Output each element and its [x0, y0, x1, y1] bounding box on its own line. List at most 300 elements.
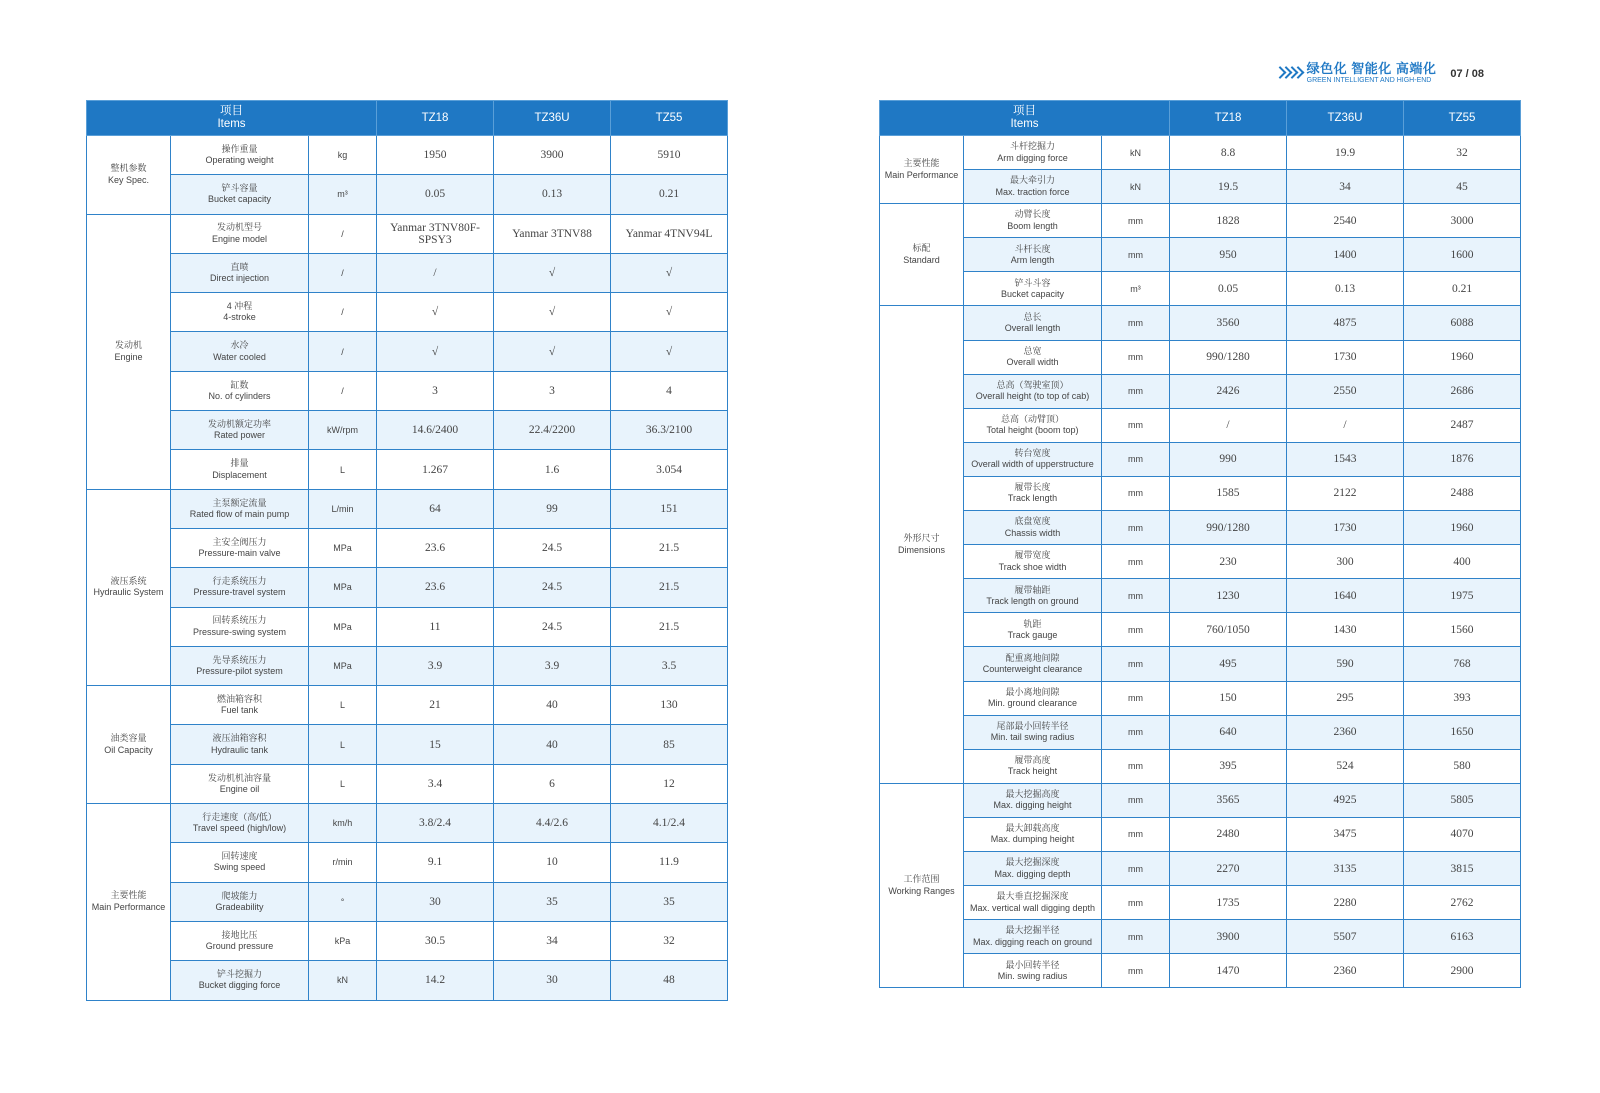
value-cell: 6 [494, 764, 611, 803]
value-cell: Yanmar 4TNV94L [611, 214, 728, 253]
item-cell [171, 214, 309, 253]
value-cell: 1470 [1170, 954, 1287, 988]
value-cell: √ [377, 332, 494, 371]
chevron-arrows-icon [1277, 66, 1301, 80]
item-label-cn: 最小离地间隙 [1005, 686, 1060, 697]
category-label-cn: 工作范围 [903, 873, 940, 884]
unit-cell: MPa [309, 646, 377, 685]
item-cell [171, 961, 309, 1000]
item-label-cn: 铲斗挖掘力 [216, 969, 262, 980]
value-cell: 3 [494, 371, 611, 410]
table-row [880, 647, 1521, 681]
item-label-cn: 最小回转半径 [1005, 959, 1060, 970]
table-row [87, 293, 728, 332]
unit-cell: mm [1102, 511, 1170, 545]
model-header: TZ36U [494, 101, 611, 136]
value-cell: √ [377, 293, 494, 332]
value-cell: 32 [1404, 136, 1521, 170]
value-cell: 30.5 [377, 921, 494, 960]
category-cell [880, 136, 964, 204]
unit-cell: mm [1102, 340, 1170, 374]
value-cell: 40 [494, 725, 611, 764]
value-cell: 760/1050 [1170, 613, 1287, 647]
item-label-cn: 配重离地间隙 [1005, 652, 1060, 663]
category-cell [87, 804, 171, 1000]
table-row [880, 204, 1521, 238]
item-cell [964, 408, 1102, 442]
category-cell [87, 214, 171, 489]
item-label-en: Overall length [1004, 323, 1061, 334]
item-cell [171, 804, 309, 843]
value-cell: 2360 [1287, 715, 1404, 749]
value-cell: 130 [611, 686, 728, 725]
unit-cell: r/min [309, 843, 377, 882]
table-header-row [87, 101, 728, 136]
value-cell: 35 [494, 882, 611, 921]
item-cell [964, 476, 1102, 510]
table-row [87, 568, 728, 607]
item-cell [964, 170, 1102, 204]
table-row [880, 238, 1521, 272]
model-header: TZ18 [377, 101, 494, 136]
value-cell: 950 [1170, 238, 1287, 272]
unit-cell: mm [1102, 442, 1170, 476]
value-cell: √ [611, 332, 728, 371]
table-row [87, 686, 728, 725]
item-label-en: Swing speed [213, 862, 266, 873]
table-header-row [880, 101, 1521, 136]
value-cell: 0.13 [1287, 272, 1404, 306]
table-row [880, 545, 1521, 579]
item-cell [964, 749, 1102, 783]
value-cell: 34 [1287, 170, 1404, 204]
item-label-cn: 直喷 [230, 261, 249, 272]
unit-cell: mm [1102, 408, 1170, 442]
category-label-en: Oil Capacity [104, 744, 153, 755]
item-label-cn: 水冷 [230, 340, 249, 351]
page-number: 07 / 08 [1450, 68, 1484, 80]
item-cell [171, 646, 309, 685]
table-row [87, 843, 728, 882]
item-cell [964, 817, 1102, 851]
value-cell: 2280 [1287, 886, 1404, 920]
value-cell: 1430 [1287, 613, 1404, 647]
table-row [87, 528, 728, 567]
value-cell: 2686 [1404, 374, 1521, 408]
item-cell [964, 920, 1102, 954]
item-label-en: Bucket digging force [198, 980, 281, 991]
table-row [87, 804, 728, 843]
value-cell: Yanmar 3TNV80F-SPSY3 [377, 214, 494, 253]
item-cell [964, 886, 1102, 920]
value-cell: 2487 [1404, 408, 1521, 442]
item-label-cn: 燃油箱容积 [216, 694, 262, 705]
unit-cell: MPa [309, 568, 377, 607]
item-label-en: Operating weight [205, 155, 274, 166]
item-cell [964, 783, 1102, 817]
item-cell [171, 921, 309, 960]
table-row [880, 681, 1521, 715]
unit-cell: m³ [1102, 272, 1170, 306]
value-cell: 230 [1170, 545, 1287, 579]
table-row [880, 136, 1521, 170]
unit-cell: / [309, 371, 377, 410]
value-cell: √ [494, 293, 611, 332]
unit-cell: kN [309, 961, 377, 1000]
item-cell [171, 371, 309, 410]
item-label-en: Track height [1007, 766, 1058, 777]
value-cell: / [377, 253, 494, 292]
table-row [880, 579, 1521, 613]
value-cell: 1735 [1170, 886, 1287, 920]
unit-cell: kW/rpm [309, 411, 377, 450]
value-cell: Yanmar 3TNV88 [494, 214, 611, 253]
item-cell [964, 715, 1102, 749]
item-label-cn: 总宽 [1023, 345, 1042, 356]
item-label-en: Ground pressure [205, 941, 274, 952]
unit-cell: L [309, 686, 377, 725]
value-cell: 3475 [1287, 817, 1404, 851]
value-cell: 14.6/2400 [377, 411, 494, 450]
value-cell: 21.5 [611, 607, 728, 646]
value-cell: 10 [494, 843, 611, 882]
item-cell [964, 340, 1102, 374]
item-cell [964, 545, 1102, 579]
unit-cell: kPa [309, 921, 377, 960]
item-label-cn: 发动机型号 [216, 222, 262, 233]
table-row [880, 374, 1521, 408]
value-cell: 15 [377, 725, 494, 764]
value-cell: 11.9 [611, 843, 728, 882]
unit-cell: mm [1102, 545, 1170, 579]
category-label-en: Dimensions [897, 544, 946, 555]
item-label-cn: 主安全阀压力 [212, 536, 267, 547]
value-cell: 2360 [1287, 954, 1404, 988]
value-cell: 22.4/2200 [494, 411, 611, 450]
value-cell: 590 [1287, 647, 1404, 681]
category-cell [880, 306, 964, 783]
value-cell: 151 [611, 489, 728, 528]
value-cell: 2762 [1404, 886, 1521, 920]
item-label-cn: 最大卸载高度 [1005, 823, 1060, 834]
value-cell: 21.5 [611, 568, 728, 607]
table-row [87, 411, 728, 450]
item-label-cn: 履带宽度 [1014, 550, 1051, 561]
item-cell [964, 374, 1102, 408]
value-cell: 400 [1404, 545, 1521, 579]
category-cell [87, 489, 171, 685]
unit-cell: L/min [309, 489, 377, 528]
item-label-cn: 履带高度 [1014, 754, 1051, 765]
value-cell: 3.9 [377, 646, 494, 685]
item-label-en: Overall width [1006, 357, 1059, 368]
value-cell: 30 [494, 961, 611, 1000]
value-cell: 1.267 [377, 450, 494, 489]
item-cell [171, 450, 309, 489]
item-label-cn: 操作重量 [221, 143, 258, 154]
value-cell: 45 [1404, 170, 1521, 204]
unit-cell: / [309, 253, 377, 292]
item-label-en: Pressure-pilot system [196, 666, 283, 676]
table-row [880, 851, 1521, 885]
value-cell: 11 [377, 607, 494, 646]
items-header-en: Items [217, 118, 246, 130]
item-label-cn: 最大牵引力 [1009, 175, 1055, 186]
item-label-cn: 缸数 [230, 379, 249, 390]
category-label-en: Hydraulic System [93, 587, 164, 598]
item-cell [171, 607, 309, 646]
unit-cell: kg [309, 136, 377, 175]
item-label-en: Engine model [211, 233, 268, 244]
value-cell: 768 [1404, 647, 1521, 681]
unit-cell: mm [1102, 647, 1170, 681]
table-row [880, 783, 1521, 817]
unit-cell: mm [1102, 374, 1170, 408]
model-header: TZ55 [611, 101, 728, 136]
table-row [87, 332, 728, 371]
table-row [87, 921, 728, 960]
item-label-en: Rated power [213, 430, 266, 441]
table-row [87, 489, 728, 528]
table-row [87, 607, 728, 646]
unit-cell: mm [1102, 204, 1170, 238]
item-cell [964, 238, 1102, 272]
value-cell: 1960 [1404, 340, 1521, 374]
item-label-cn: 回转速度 [221, 851, 258, 862]
value-cell: 6163 [1404, 920, 1521, 954]
table-row [87, 961, 728, 1000]
item-cell [171, 725, 309, 764]
item-cell [964, 272, 1102, 306]
unit-cell: MPa [309, 607, 377, 646]
category-label-cn: 主要性能 [110, 890, 147, 901]
value-cell: 3.4 [377, 764, 494, 803]
value-cell: 40 [494, 686, 611, 725]
item-label-cn: 最大挖掘高度 [1005, 789, 1060, 800]
unit-cell: mm [1102, 851, 1170, 885]
value-cell: √ [611, 293, 728, 332]
unit-cell: mm [1102, 238, 1170, 272]
value-cell: 32 [611, 921, 728, 960]
value-cell: 24.5 [494, 607, 611, 646]
category-label-cn: 油类容量 [110, 732, 147, 743]
value-cell: 3900 [494, 136, 611, 175]
item-label-en: Direct injection [209, 273, 270, 284]
table-row [87, 725, 728, 764]
value-cell: 1650 [1404, 715, 1521, 749]
item-cell [964, 442, 1102, 476]
item-label-en: 4-stroke [223, 312, 256, 323]
category-label-cn: 整机参数 [110, 163, 147, 174]
value-cell: 990/1280 [1170, 511, 1287, 545]
unit-cell: mm [1102, 579, 1170, 613]
value-cell: 24.5 [494, 528, 611, 567]
item-cell [171, 136, 309, 175]
item-label-cn: 行走系统压力 [212, 576, 267, 587]
page-header [1277, 62, 1484, 84]
item-label-en: Total height (boom top) [986, 425, 1079, 436]
value-cell: 5910 [611, 136, 728, 175]
value-cell: 580 [1404, 749, 1521, 783]
unit-cell: L [309, 725, 377, 764]
item-cell [171, 764, 309, 803]
item-label-cn: 接地比压 [221, 929, 258, 940]
table-row [880, 954, 1521, 988]
item-cell [171, 411, 309, 450]
item-label-cn: 总高（动臂顶） [1000, 414, 1064, 425]
item-label-en: Max. dumping height [990, 834, 1075, 845]
table-row [880, 715, 1521, 749]
item-label-cn: 履带长度 [1014, 482, 1051, 493]
table-row [880, 408, 1521, 442]
unit-cell: mm [1102, 817, 1170, 851]
value-cell: 524 [1287, 749, 1404, 783]
value-cell: 48 [611, 961, 728, 1000]
item-label-en: Track length [1007, 493, 1058, 504]
model-header: TZ36U [1287, 101, 1404, 136]
value-cell: 4875 [1287, 306, 1404, 340]
item-label-en: Max. digging depth [994, 868, 1071, 879]
value-cell: 1543 [1287, 442, 1404, 476]
item-cell [964, 579, 1102, 613]
items-header [87, 101, 377, 136]
item-label-cn: 主泵额定流量 [212, 497, 267, 508]
unit-cell: mm [1102, 681, 1170, 715]
value-cell: 0.05 [1170, 272, 1287, 306]
value-cell: 21.5 [611, 528, 728, 567]
item-label-cn: 斗杆长度 [1014, 243, 1051, 254]
value-cell: 3.9 [494, 646, 611, 685]
item-label-en: Fuel tank [220, 705, 259, 716]
value-cell: 8.8 [1170, 136, 1287, 170]
category-label-cn: 标配 [912, 243, 931, 254]
category-label-cn: 外形尺寸 [903, 532, 940, 543]
item-label-en: Pressure-main valve [198, 548, 281, 559]
value-cell: 36.3/2100 [611, 411, 728, 450]
value-cell: 2540 [1287, 204, 1404, 238]
value-cell: 4.4/2.6 [494, 804, 611, 843]
item-cell [964, 681, 1102, 715]
item-cell [964, 647, 1102, 681]
category-cell [87, 686, 171, 804]
item-label-cn: 底盘宽度 [1014, 516, 1051, 527]
table-row [880, 886, 1521, 920]
value-cell: 2426 [1170, 374, 1287, 408]
value-cell: 990 [1170, 442, 1287, 476]
right-spec-table [879, 100, 1521, 988]
value-cell: 1876 [1404, 442, 1521, 476]
item-label-cn: 轨距 [1023, 618, 1042, 629]
item-cell [171, 253, 309, 292]
table-row [880, 306, 1521, 340]
item-cell [171, 568, 309, 607]
table-row [87, 175, 728, 214]
item-label-cn: 4 冲程 [226, 301, 253, 312]
value-cell: 3815 [1404, 851, 1521, 885]
category-label-en: Main Performance [884, 169, 959, 180]
item-label-en: Pressure-travel system [193, 587, 286, 598]
value-cell: 1600 [1404, 238, 1521, 272]
item-label-cn: 尾部最小回转半径 [996, 720, 1069, 731]
item-label-cn: 铲斗斗容 [1014, 277, 1051, 288]
value-cell: 23.6 [377, 568, 494, 607]
value-cell: 19.5 [1170, 170, 1287, 204]
item-label-en: Track gauge [1007, 629, 1058, 640]
item-label-en: Track length on ground [986, 595, 1079, 606]
unit-cell: / [309, 332, 377, 371]
item-label-en: Overall width of upperstructure [971, 459, 1094, 470]
value-cell: 85 [611, 725, 728, 764]
item-cell [964, 204, 1102, 238]
table-row [880, 511, 1521, 545]
item-label-cn: 排量 [230, 458, 249, 469]
value-cell: 5805 [1404, 783, 1521, 817]
value-cell: 64 [377, 489, 494, 528]
unit-cell: mm [1102, 306, 1170, 340]
value-cell: 0.05 [377, 175, 494, 214]
item-label-cn: 回转系统压力 [212, 615, 267, 626]
value-cell: / [1287, 408, 1404, 442]
value-cell: 2900 [1404, 954, 1521, 988]
model-header: TZ55 [1404, 101, 1521, 136]
category-label-cn: 液压系统 [110, 575, 147, 586]
unit-cell: mm [1102, 749, 1170, 783]
item-label-cn: 斗杆挖掘力 [1009, 141, 1055, 152]
value-cell: √ [494, 332, 611, 371]
value-cell: 3900 [1170, 920, 1287, 954]
value-cell: 150 [1170, 681, 1287, 715]
item-label-en: Max. digging height [993, 800, 1072, 811]
unit-cell: / [309, 214, 377, 253]
category-label-en: Engine [114, 351, 143, 362]
item-label-en: Arm digging force [997, 152, 1068, 163]
item-label-en: Displacement [212, 469, 267, 480]
table-row [880, 170, 1521, 204]
unit-cell: kN [1102, 136, 1170, 170]
table-row [87, 371, 728, 410]
value-cell: 495 [1170, 647, 1287, 681]
category-label-cn: 发动机 [114, 339, 142, 350]
value-cell: 640 [1170, 715, 1287, 749]
value-cell: 1975 [1404, 579, 1521, 613]
category-label-cn: 主要性能 [903, 157, 940, 168]
item-label-en: Hydraulic tank [210, 744, 269, 755]
item-label-en: Travel speed (high/low) [192, 823, 287, 834]
value-cell: 23.6 [377, 528, 494, 567]
items-header-en: Items [1010, 118, 1039, 130]
value-cell: 3.8/2.4 [377, 804, 494, 843]
item-label-cn: 液压油箱容积 [212, 733, 267, 744]
value-cell: 395 [1170, 749, 1287, 783]
item-label-en: Rated flow of main pump [189, 508, 290, 519]
table-row [87, 646, 728, 685]
value-cell: / [1170, 408, 1287, 442]
unit-cell: mm [1102, 476, 1170, 510]
value-cell: 1730 [1287, 511, 1404, 545]
items-header-cn: 项目 [220, 104, 243, 117]
value-cell: 35 [611, 882, 728, 921]
table-row [87, 450, 728, 489]
item-label-cn: 发动机额定功率 [207, 418, 271, 429]
item-cell [171, 175, 309, 214]
item-label-en: Bucket capacity [1000, 288, 1065, 299]
unit-cell: mm [1102, 886, 1170, 920]
value-cell: 4070 [1404, 817, 1521, 851]
value-cell: 5507 [1287, 920, 1404, 954]
left-spec-table [86, 100, 728, 1001]
category-label-en: Main Performance [91, 901, 166, 912]
item-label-en: Bucket capacity [207, 194, 272, 205]
